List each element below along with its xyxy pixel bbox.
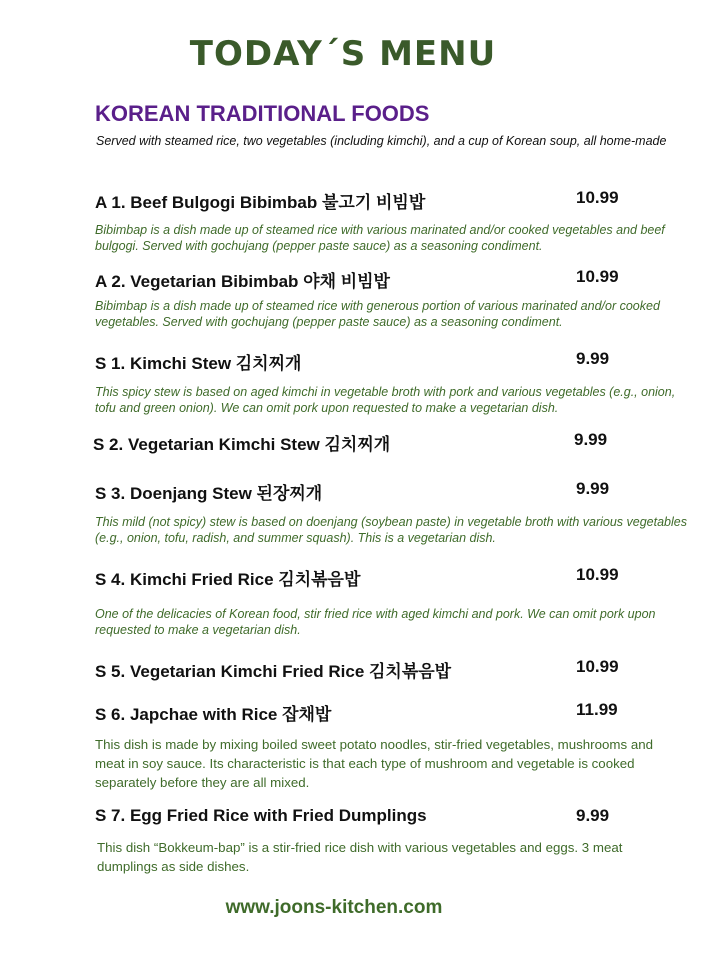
section-title: KOREAN TRADITIONAL FOODS: [95, 101, 430, 126]
menu-item-s3-name: S 3. Doenjang Stew 된장찌개: [95, 484, 323, 503]
menu-item-a2-description: Bibimbap is a dish made up of steamed rice with generous portion of various marinated and/or cooked vegetables. Served with gochujang (pepper paste sauce) as a seasoning condiment.: [95, 299, 660, 329]
menu-item-s1-price: 9.99: [576, 349, 610, 368]
website-link[interactable]: www.joons-kitchen.com: [225, 897, 443, 918]
menu-item-s6-description: This dish is made by mixing boiled sweet potato noodles, stir-fried vegetables, mushrooms and meat in soy sauce. Its characteristic is that each type of mushroom and vegetable is cooked separately before they are all mixed.: [95, 737, 654, 790]
menu-item-s3-description: This mild (not spicy) stew is based on doenjang (soybean paste) in vegetable broth with various vegetables (e.g., onion, tofu, radish, and summer squash). This is a vegetarian dish.: [95, 515, 687, 545]
menu-item-s6-price: 11.99: [576, 700, 618, 719]
menu-item-s4-description: One of the delicacies of Korean food, stir fried rice with aged kimchi and pork. We can omit pork upon requested to make a vegetarian dish.: [95, 607, 656, 637]
menu-item-s3-price: 9.99: [576, 479, 610, 498]
menu-item-s1-description: This spicy stew is based on aged kimchi in vegetable broth with pork and various vegetables (e.g., onion, tofu and green onion). We can omit pork upon requested to make a vegetarian dish.: [95, 385, 676, 415]
menu-item-s7-description: This dish “Bokkeum-bap” is a stir-fried rice dish with various vegetables and eggs. 3 meat dumplings as side dishes.: [97, 840, 623, 874]
menu-item-s4-price: 10.99: [576, 565, 619, 584]
menu-item-a1-name: A 1. Beef Bulgogi Bibimbab 불고기 비빔밥: [95, 193, 426, 212]
menu-item-s2-name: S 2. Vegetarian Kimchi Stew 김치찌개: [93, 435, 391, 454]
menu-item-s7-price: 9.99: [576, 806, 610, 825]
menu-item-s7-name: S 7. Egg Fried Rice with Fried Dumplings: [95, 806, 427, 825]
menu-item-a1-price: 10.99: [576, 188, 619, 207]
menu-item-s2-price: 9.99: [574, 430, 608, 449]
menu-item-s5-name: S 5. Vegetarian Kimchi Fried Rice 김치볶음밥: [95, 662, 452, 681]
menu-item-s1-name: S 1. Kimchi Stew 김치찌개: [95, 354, 302, 373]
menu-item-a1-description: Bibimbap is a dish made up of steamed rice with various marinated and/or cooked vegetables and beef bulgogi. Served with gochujang (pepper paste sauce) as a seasoning condiment.: [95, 223, 665, 253]
section-subtitle: Served with steamed rice, two vegetables (including kimchi), and a cup of Korean soup, all home-made: [96, 134, 667, 148]
menu-item-a2-price: 10.99: [576, 267, 619, 286]
menu-title: TODAY´S MENU: [189, 34, 497, 74]
menu-item-s4-name: S 4. Kimchi Fried Rice 김치볶음밥: [95, 570, 361, 589]
menu-item-s6-name: S 6. Japchae with Rice 잡채밥: [95, 705, 332, 724]
menu-item-s5-price: 10.99: [576, 657, 619, 676]
menu-item-a2-name: A 2. Vegetarian Bibimbab 야채 비빔밥: [95, 272, 390, 291]
